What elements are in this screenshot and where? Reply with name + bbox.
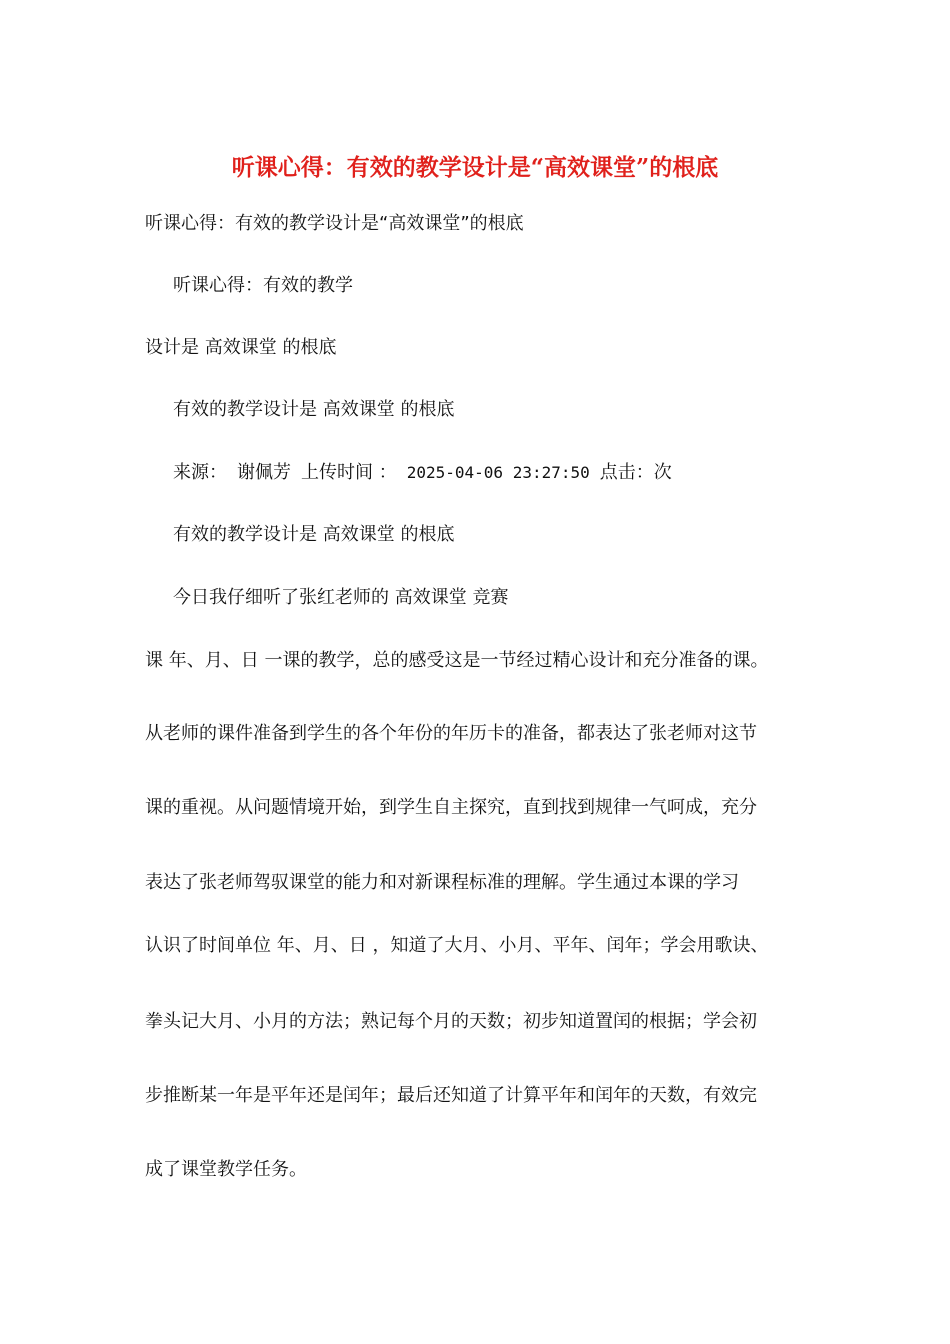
paragraph-line: 认识了时间单位 年、月、日 ，知道了大月、小月、平年、闰年；学会用歌诀、 [145,935,769,956]
subtitle-line: 听课心得：有效的教学设计是“高效课堂”的根底 [145,213,524,234]
clicks-label: 点击：次 [599,462,672,483]
document-title: 听课心得：有效的教学设计是“高效课堂”的根底 [231,154,719,181]
paragraph-line: 今日我仔细听了张红老师的 高效课堂 竞赛 [173,587,509,608]
paragraph-line: 课 年、月、日 一课的教学，总的感受这是一节经过精心设计和充分准备的课。 [145,650,769,671]
source-label: 来源： [173,462,227,483]
text-line: 听课心得：有效的教学 [173,275,353,296]
paragraph-line: 表达了张老师驾驭课堂的能力和对新课程标准的理解。学生通过本课的学习 [145,872,739,893]
paragraph-line: 从老师的课件准备到学生的各个年份的年历卡的准备，都表达了张老师对这节 [145,723,757,744]
author-name: 谢佩芳 [237,462,291,483]
text-line: 有效的教学设计是 高效课堂 的根底 [173,524,455,545]
paragraph-line: 课的重视。从问题情境开始，到学生自主探究，直到找到规律一气呵成，充分 [145,797,757,818]
upload-label: 上传时间 ： [301,462,397,483]
upload-datetime: 2025-04-06 23:27:50 [406,463,590,482]
paragraph-line: 成了课堂教学任务。 [145,1159,307,1180]
paragraph-line: 步推断某一年是平年还是闰年；最后还知道了计算平年和闰年的天数，有效完 [145,1085,757,1106]
paragraph-line: 拳头记大月、小月的方法；熟记每个月的天数；初步知道置闰的根据；学会初 [145,1011,757,1032]
meta-line [173,459,672,487]
text-line: 有效的教学设计是 高效课堂 的根底 [173,399,455,420]
text-line: 设计是 高效课堂 的根底 [145,337,337,358]
